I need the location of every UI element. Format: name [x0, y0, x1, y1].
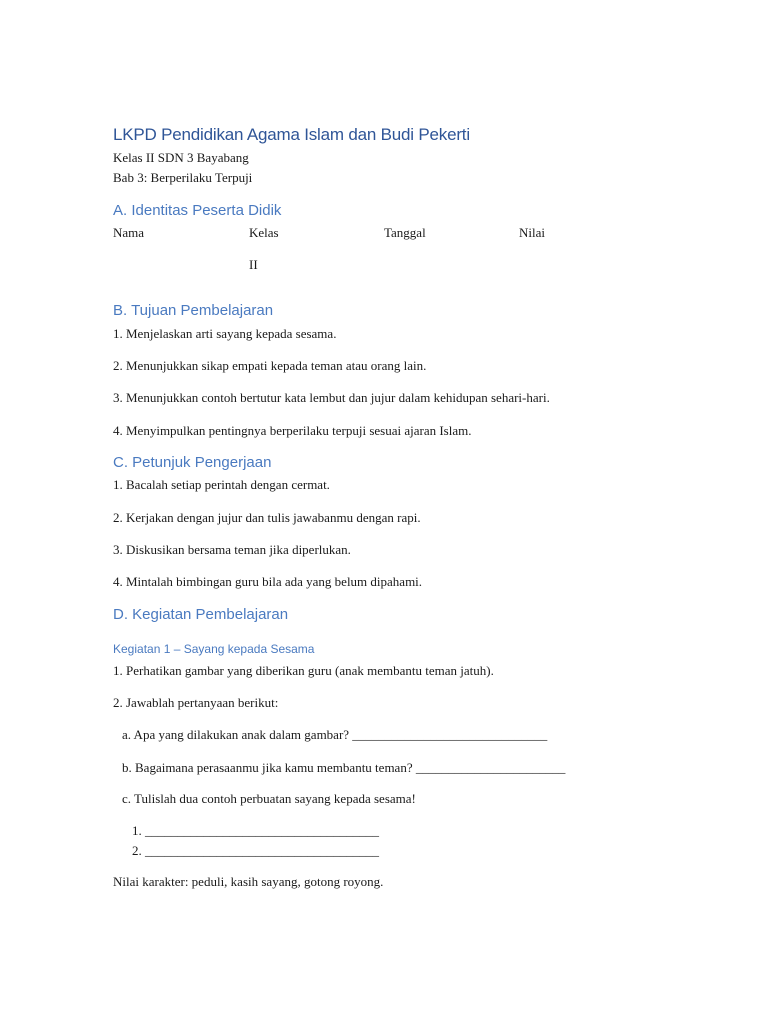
- objective-item: 4. Menyimpulkan pentingnya berperilaku terpuji sesuai ajaran Islam.: [113, 423, 472, 438]
- objective-item: 3. Menunjukkan contoh bertutur kata lembut dan jujur dalam kehidupan sehari-hari.: [113, 390, 550, 405]
- answer-line-1: 1. ____________________________________: [132, 823, 379, 838]
- column-name-label: Nama: [113, 225, 145, 240]
- activity-title: Kegiatan 1 – Sayang kepada Sesama: [113, 642, 315, 656]
- objective-item: 2. Menunjukkan sikap empati kepada teman atau orang lain.: [113, 358, 427, 373]
- section-b-heading: B. Tujuan Pembelajaran: [113, 302, 274, 319]
- answer-line-2: 2. ____________________________________: [132, 843, 379, 858]
- activity-step-2: 2. Jawablah pertanyaan berikut:: [113, 695, 279, 710]
- column-class-label: Kelas: [249, 225, 279, 240]
- activity-step-1: 1. Perhatikan gambar yang diberikan guru (anak membantu teman jatuh).: [113, 663, 494, 678]
- question-c: c. Tulislah dua contoh perbuatan sayang kepada sesama!: [122, 791, 416, 806]
- section-c-heading: C. Petunjuk Pengerjaan: [113, 454, 272, 471]
- chapter-subtitle: Bab 3: Berperilaku Terpuji: [113, 170, 253, 185]
- question-b: b. Bagaimana perasaanmu jika kamu membantu teman? _______________________: [122, 760, 566, 775]
- column-date-label: Tanggal: [384, 225, 426, 240]
- class-value: II: [249, 257, 258, 272]
- section-a-heading: A. Identitas Peserta Didik: [113, 202, 282, 219]
- column-score-label: Nilai: [519, 225, 545, 240]
- instruction-item: 2. Kerjakan dengan jujur dan tulis jawabanmu dengan rapi.: [113, 510, 421, 525]
- instruction-item: 1. Bacalah setiap perintah dengan cermat.: [113, 477, 330, 492]
- page-title: LKPD Pendidikan Agama Islam dan Budi Pekerti: [113, 125, 470, 144]
- instruction-item: 3. Diskusikan bersama teman jika diperlukan.: [113, 542, 351, 557]
- question-a: a. Apa yang dilakukan anak dalam gambar? ______________________________: [122, 727, 548, 742]
- section-d-heading: D. Kegiatan Pembelajaran: [113, 606, 289, 623]
- objective-item: 1. Menjelaskan arti sayang kepada sesama.: [113, 326, 337, 341]
- instruction-item: 4. Mintalah bimbingan guru bila ada yang belum dipahami.: [113, 574, 423, 589]
- character-values: Nilai karakter: peduli, kasih sayang, gotong royong.: [113, 874, 384, 889]
- class-subtitle: Kelas II SDN 3 Bayabang: [113, 150, 249, 165]
